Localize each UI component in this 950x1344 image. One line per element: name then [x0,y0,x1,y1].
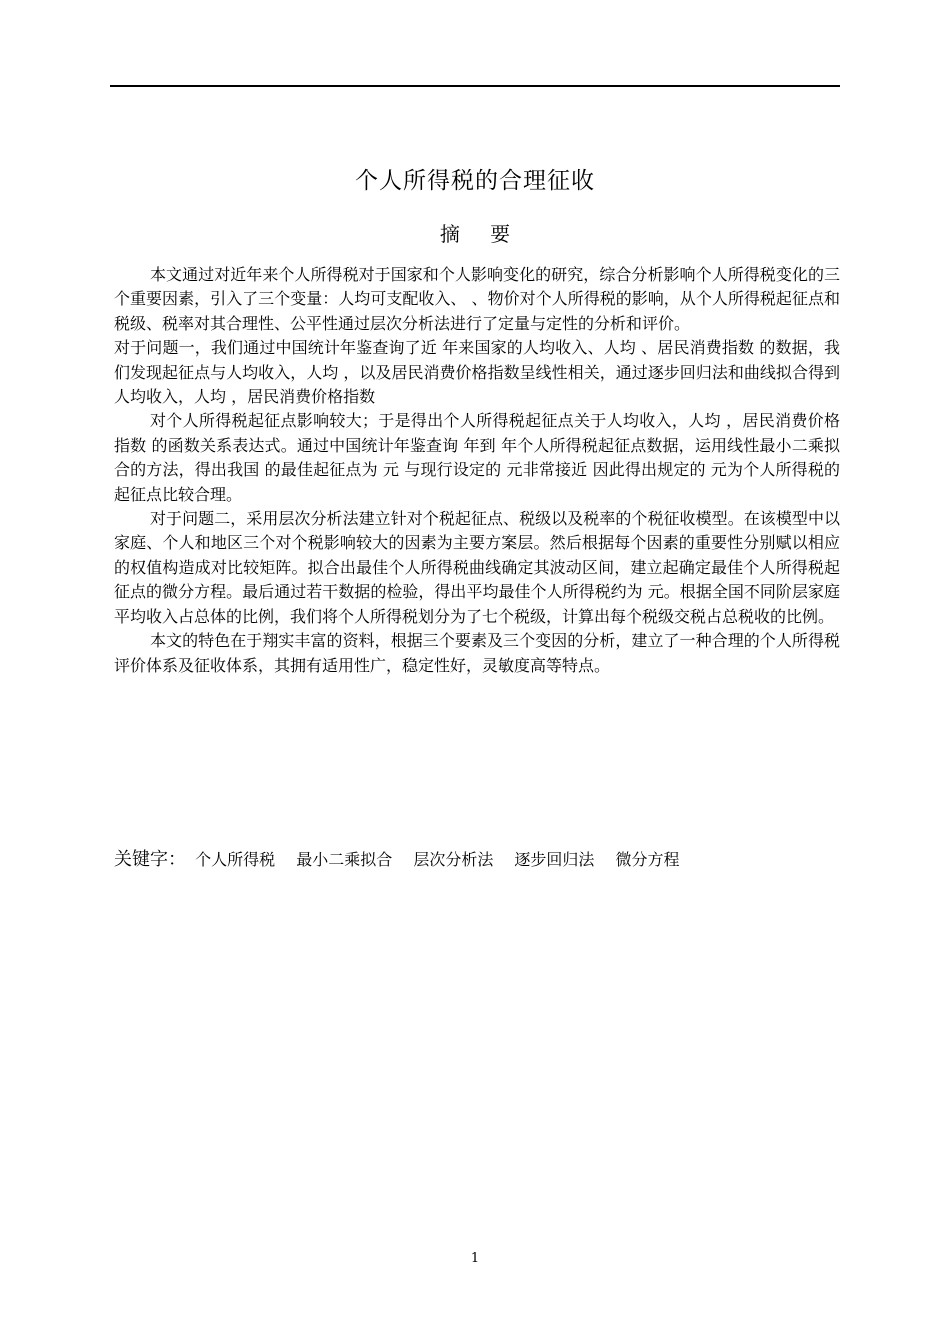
keyword-item: 个人所得税 [195,850,276,869]
keywords-line [114,846,840,874]
keyword-item: 层次分析法 [413,850,494,869]
page-number: 1 [470,1251,480,1266]
abstract-paragraph-intro: 本文通过对近年来个人所得税对于国家和个人影响变化的研究，综合分析影响个人所得税变化的三个重要因素，引入了三个变量：人均可支配收入、 、物价对个人所得税的影响，从个人所得税起征点和税级、税率对其合理性、公平性通过层次分析法进行了定量与定性的分析和评价。 [114,265,840,333]
paper-title: 个人所得税的合理征收 [355,168,595,194]
abstract-paragraph-problem-one-continued: 对个人所得税起征点影响较大；于是得出个人所得税起征点关于人均收入，人均 ，居民消费价格指数 的函数关系表达式。通过中国统计年鉴查询 年到 年个人所得税起征点数据，运用线性最小二乘拟合的方法，得出我国 的最佳起征点为 元 与现行设定的 元非常接近 因此得出规定的 元为个人所得税的起征点比较合理。 [114,411,840,504]
keywords-label: 关键字： [114,849,186,870]
abstract-body [114,263,840,678]
abstract-paragraph-problem-one: 对于问题一，我们通过中国统计年鉴查询了近 年来国家的人均收入、人均 、居民消费指数 的数据，我们发现起征点与人均收入，人均 ，以及居民消费价格指数呈线性相关，通过逐步回归法和曲线拟合得到人均收入，人均 ，居民消费价格指数 [114,338,840,407]
header-rule [110,85,840,87]
abstract-heading: 摘 要 [439,222,523,246]
abstract-paragraph-features: 本文的特色在于翔实丰富的资料，根据三个要素及三个变因的分析，建立了一种合理的个人所得税评价体系及征收体系，其拥有适用性广，稳定性好，灵敏度高等特点。 [114,631,840,675]
keyword-item: 最小二乘拟合 [296,850,393,869]
abstract-paragraph-problem-two: 对于问题二，采用层次分析法建立针对个税起征点、税级以及税率的个税征收模型。在该模型中以家庭、个人和地区三个对个税影响较大的因素为主要方案层。然后根据每个因素的重要性分别赋以相应的权值构造成对比较矩阵。拟合出最佳个人所得税曲线确定其波动区间，建立起确定最佳个人所得税起征点的微分方程。最后通过若干数据的检验，得出平均最佳个人所得税约为 元。根据全国不同阶层家庭平均收入占总体的比例，我们将个人所得税划分为了七个税级，计算出每个税级交税占总税收的比例。 [114,509,840,626]
keyword-item: 逐步回归法 [514,850,595,869]
keyword-item: 微分方程 [615,850,680,869]
